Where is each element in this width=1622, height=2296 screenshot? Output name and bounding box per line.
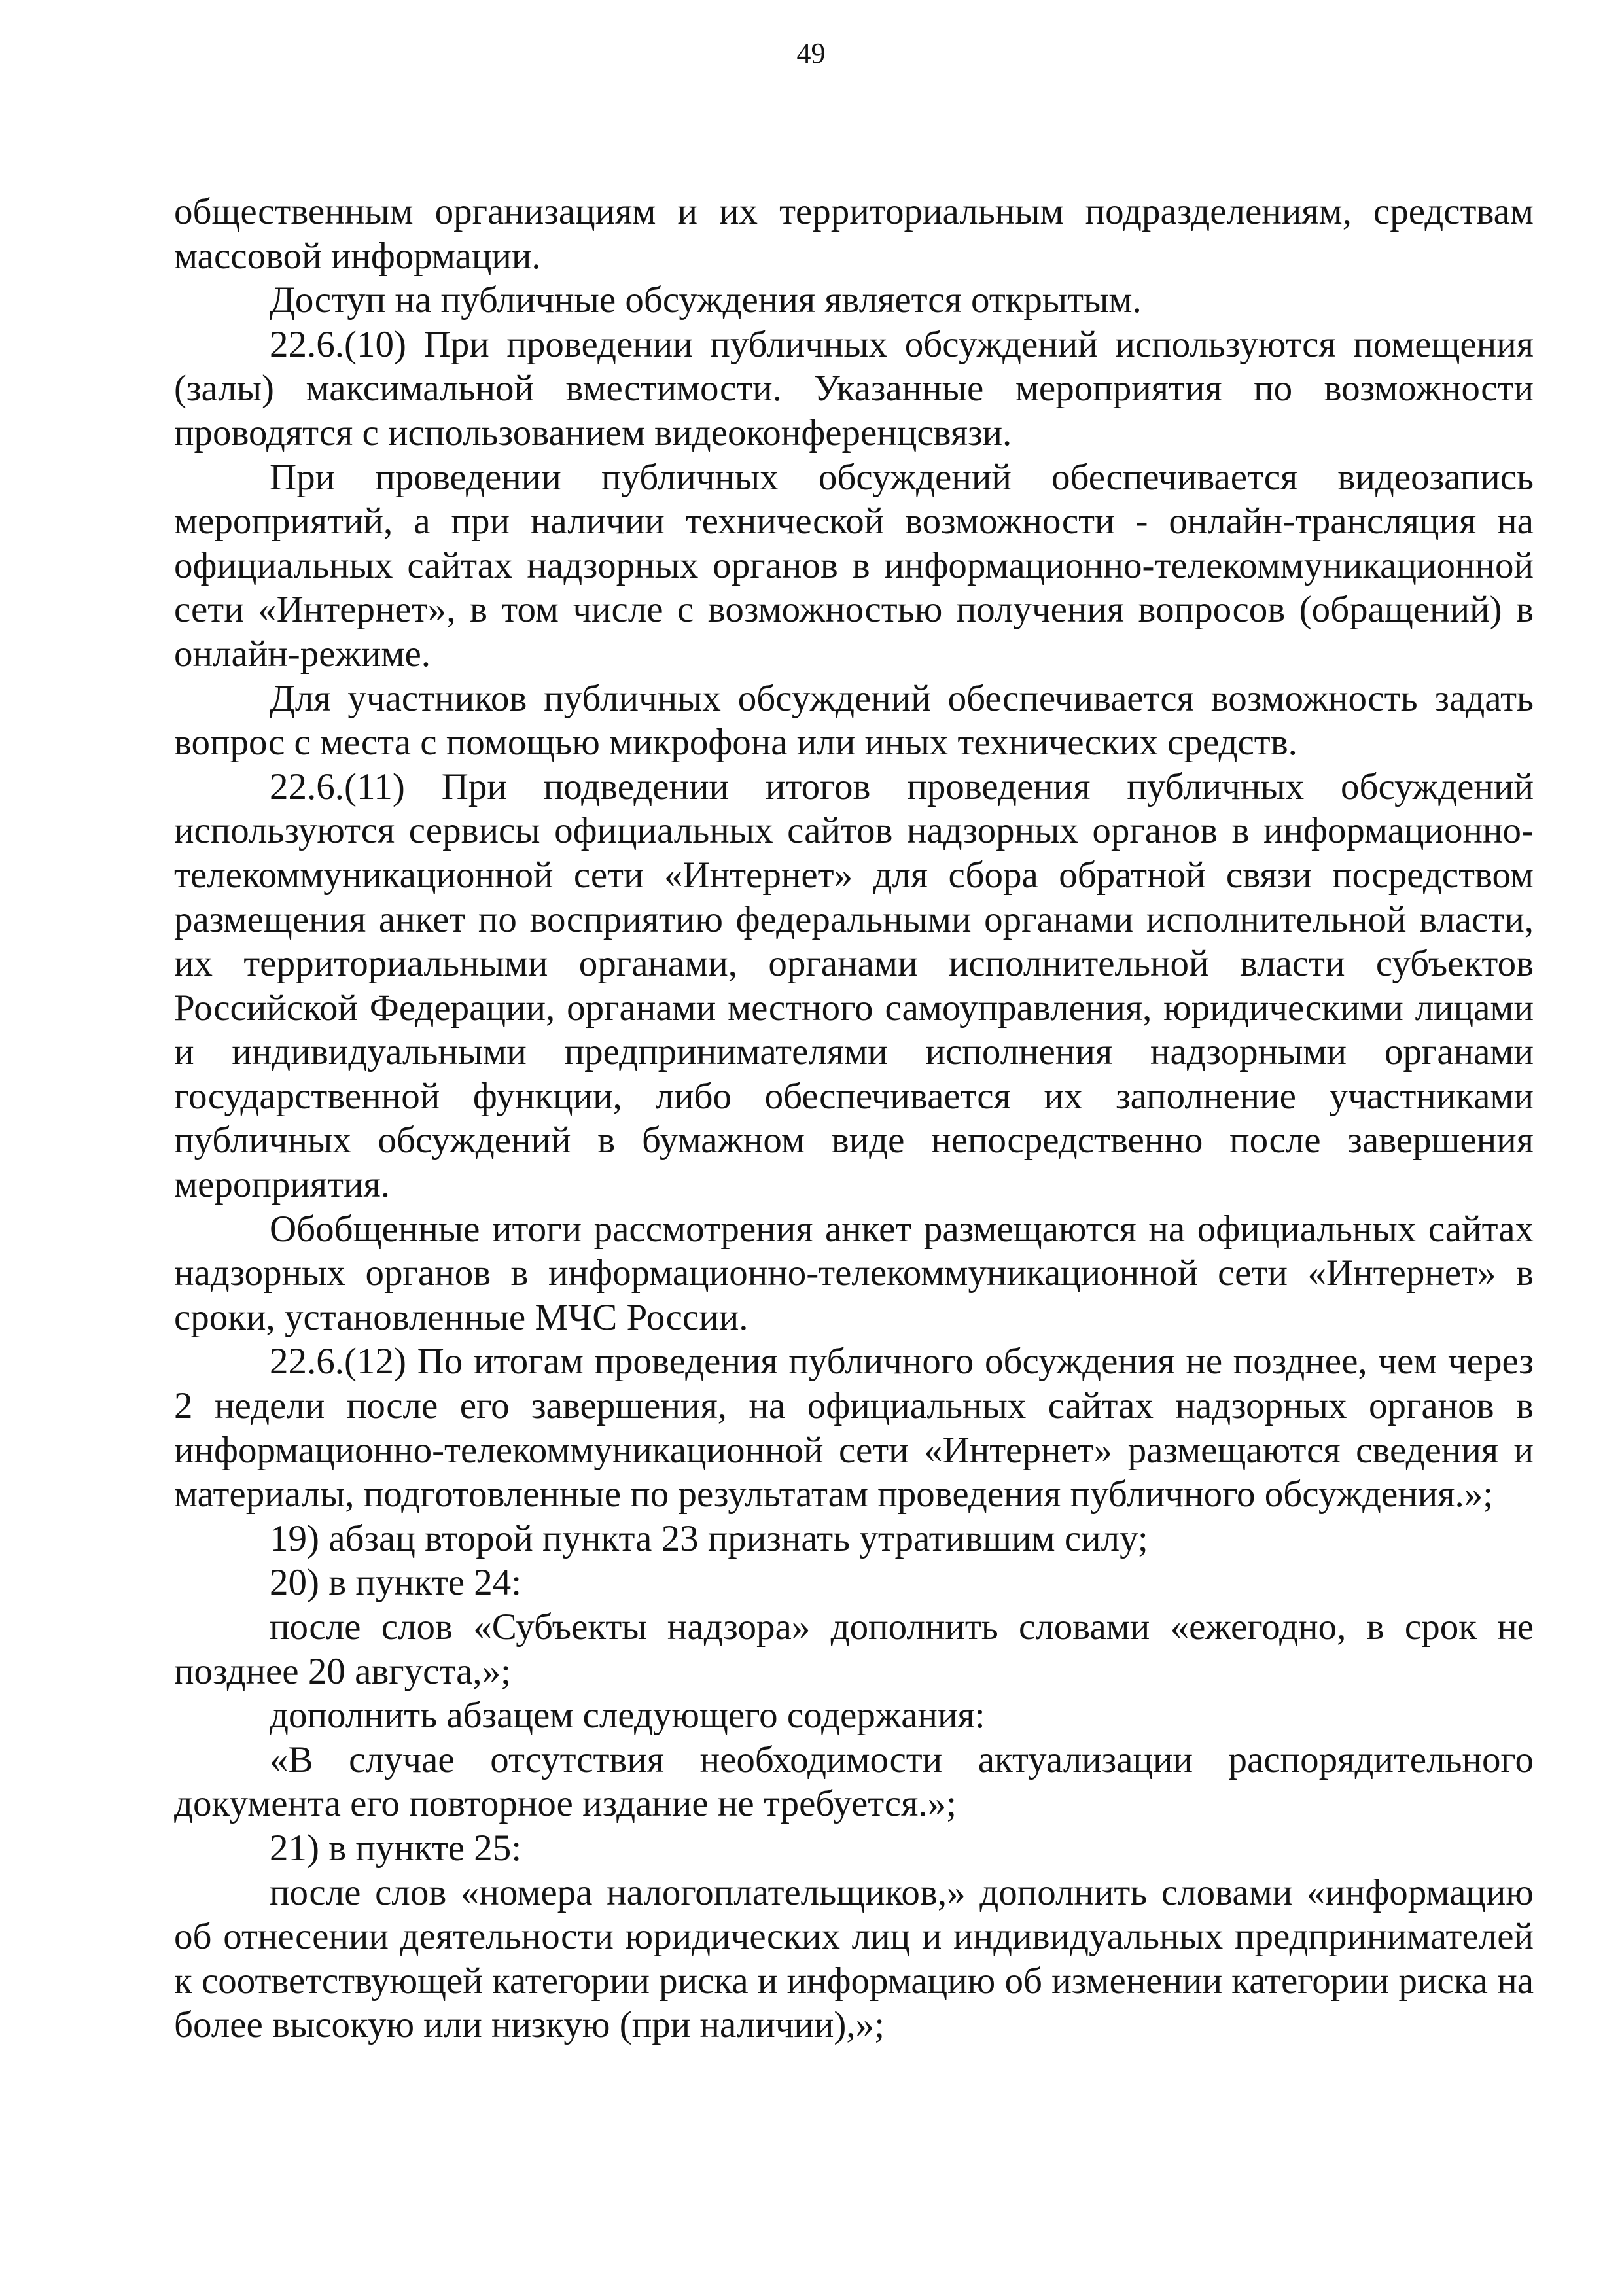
paragraph-access: Доступ на публичные обсуждения является открытым. <box>270 279 1142 321</box>
paragraph-item-20: 20) в пункте 24: <box>270 1562 522 1604</box>
paragraph-22-6-10: 22.6.(10) При проведении публичных обсуждений используются помещения (залы) максимальной вместимости. Указанные мероприятия по возможности проводятся с использованием видеоконференцсвязи. <box>174 323 1534 453</box>
paragraph-item-21-amendment: после слов «номера налогоплательщиков,» дополнить словами «информацию об отнесении деятельности юридических лиц и индивидуальных предпринимателей к соответствующей категории риска и информацию об изменении категории риска на более высокую или низкую (при наличии),»; <box>174 1871 1534 2046</box>
paragraph-summary-results: Обобщенные итоги рассмотрения анкет размещаются на официальных сайтах надзорных органов в информационно-телекоммуникационной сети «Интернет» в сроки, установленные МЧС России. <box>174 1208 1534 1338</box>
page-number: 49 <box>796 37 826 69</box>
paragraph-video-recording: При проведении публичных обсуждений обеспечивается видеозапись мероприятий, а при наличии технической возможности - онлайн-трансляция на официальных сайтах надзорных органов в информационно-телекоммуникационной сети «Интернет», в том числе с возможностью получения вопросов (обращений) в онлайн-режиме. <box>174 456 1534 675</box>
paragraph-22-6-11: 22.6.(11) При подведении итогов проведения публичных обсуждений используются сервисы официальных сайтов надзорных органов в информационно-телекоммуникационной сети «Интернет» для сбора обратной связи посредством размещения анкет по восприятию федеральными органами исполнительной власти, их территориальными органами, органами исполнительной власти субъектов Российской Федерации, органами местного самоуправления, юридическими лицами и индивидуальными предпринимателями исполнения надзорными органами государственной функции, либо обеспечивается их заполнение участниками публичных обсуждений в бумажном виде непосредственно после завершения мероприятия. <box>174 766 1534 1206</box>
paragraph-participants-questions: Для участников публичных обсуждений обеспечивается возможность задать вопрос с места с помощью микрофона или иных технических средств. <box>174 677 1534 764</box>
paragraph-22-6-12: 22.6.(12) По итогам проведения публичного обсуждения не позднее, чем через 2 недели после его завершения, на официальных сайтах надзорных органов в информационно-телекоммуникационной сети «Интернет» размещаются сведения и материалы, подготовленные по результатам проведения публичного обсуждения.»; <box>174 1341 1534 1515</box>
document-body <box>174 190 1534 2047</box>
paragraph-item-20-addition: дополнить абзацем следующего содержания: <box>270 1695 985 1737</box>
paragraph-continuation: общественным организациям и их территориальным подразделениям, средствам массовой информации. <box>174 191 1534 277</box>
paragraph-item-21: 21) в пункте 25: <box>270 1827 522 1869</box>
paragraph-item-20-quote: «В случае отсутствия необходимости актуализации распорядительного документа его повторное издание не требуется.»; <box>174 1739 1534 1825</box>
paragraph-item-20-amendment: после слов «Субъекты надзора» дополнить словами «ежегодно, в срок не позднее 20 августа,»; <box>174 1606 1534 1692</box>
paragraph-item-19: 19) абзац второй пункта 23 признать утратившим силу; <box>270 1517 1148 1559</box>
